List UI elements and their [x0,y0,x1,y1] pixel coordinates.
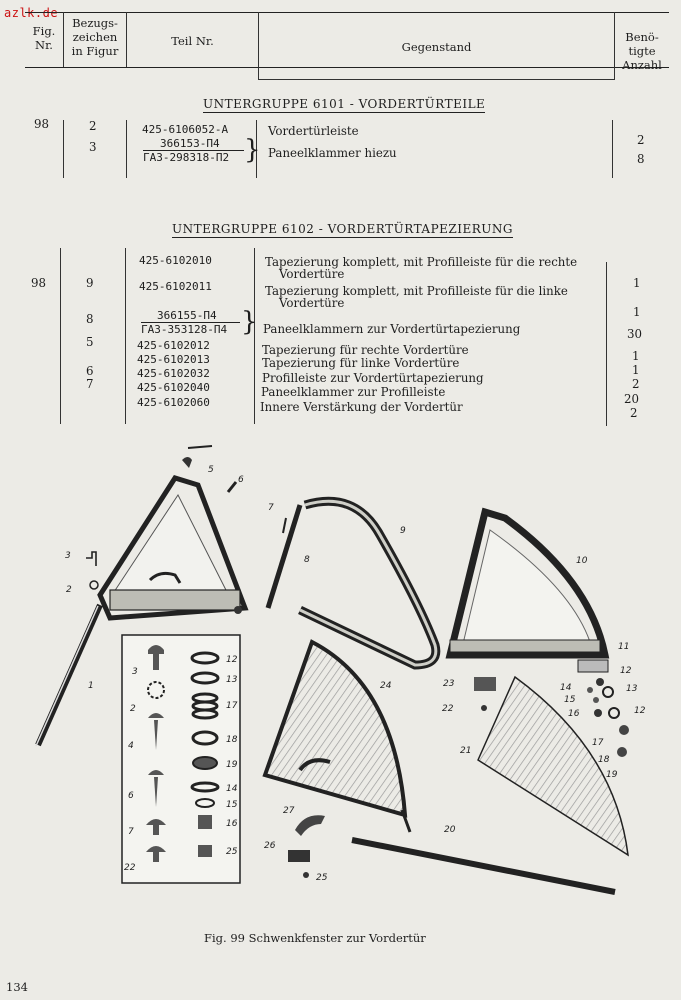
g2-row6-desc1: Profilleiste zur Vordertürtapezierung [262,371,484,385]
callout-7: 7 [268,503,274,513]
g1-row1-part: 425-6106052-A [142,123,229,136]
g2-row8-part: 425-6102060 [137,396,210,409]
callout-26: 26 [264,841,276,851]
callout-15: 15 [564,695,576,705]
callout-18: 18 [598,755,610,765]
part-11 [578,660,608,672]
page-number: 134 [6,980,28,994]
inset-callout-3: 3 [132,667,138,677]
part-18 [609,708,619,718]
inset-callout-18: 18 [226,735,238,745]
part-26 [288,850,310,862]
col-divider [126,120,127,178]
part-10 [450,512,605,655]
g1-row2-part-bottom: ГАЗ-298318-П2 [143,151,230,164]
callout-20: 20 [444,825,456,835]
col-divider [612,120,613,178]
part-14 [587,687,593,693]
callout-22: 22 [442,704,454,714]
inset-callout-6: 6 [128,791,134,801]
col-divider [606,262,607,426]
exploded-diagram [0,430,681,920]
g1-row2-part-top: 366153-П4 [160,137,220,150]
group2-title: UNTERGRUPPE 6102 - VORDERTÜRTAPEZIERUNG [172,222,513,236]
part-20 [352,840,615,892]
g2-row5-part: 425-6102013 [137,353,210,366]
g2-row6-part: 425-6102032 [137,367,210,380]
g2-row1-qty: 1 [633,276,641,290]
callout-8: 8 [304,555,310,565]
g2-row2-part: 425-6102011 [139,280,212,293]
callout-11: 11 [618,642,630,652]
g2-row3-part-bottom: ГАЗ-353128-П4 [141,323,228,336]
header-anzahl: Benö- tigte Anzahl [622,30,662,72]
g1-row2-qty: 8 [637,152,645,166]
col-divider [63,120,64,178]
part-16 [594,709,602,717]
part-23 [474,677,496,691]
g2-row6-ref: 6 [86,364,94,378]
inset-callout-14: 14 [226,784,238,794]
g2-row8-desc1: Innere Verstärkung der Vordertür [260,400,463,414]
g2-row1-desc2: Vordertüre [279,267,345,281]
callout-14: 14 [560,683,572,693]
callout-23: 23 [443,679,455,689]
header-top-rule [25,12,669,13]
figure-caption: Fig. 99 Schwenkfenster zur Vordertür [204,931,426,945]
g2-row6-qty: 2 [632,377,640,391]
part-6 [228,482,236,492]
g2-row2-ref: 9 [86,276,94,290]
brace: } [244,135,261,165]
part-25 [303,872,309,878]
inset-callout-15: 15 [226,800,238,810]
col-divider [125,248,126,424]
callout-5: 5 [208,465,214,475]
g2-row3-ref: 8 [86,312,94,326]
g2-row2-qty: 1 [633,305,641,319]
g1-row2-desc: Paneelklammer hiezu [268,146,397,160]
part-21 [478,677,628,855]
header-sub-rule [258,79,614,80]
part-27 [295,815,325,836]
inset-callout-19: 19 [226,760,238,770]
part-13 [603,687,613,697]
g2-row4-part: 425-6102012 [137,339,210,352]
g2-row5-qty: 1 [632,363,640,377]
callout-16: 16 [568,709,580,719]
g1-row1-desc: Vordertürleiste [268,124,359,138]
header-fig: Fig. Nr. [32,24,56,52]
inset-callout-22: 22 [124,863,136,873]
g2-row3-part-top: 366155-П4 [157,309,217,322]
callout-19: 19 [606,770,618,780]
g2-row8-qty: 2 [630,406,638,420]
brace: } [241,307,258,337]
part-5-pin [188,446,212,448]
callout-3: 3 [65,551,71,561]
part-19 [617,747,627,757]
callout-25: 25 [316,873,328,883]
part-2 [90,581,98,589]
callout-17: 17 [592,738,604,748]
callout-21: 21 [460,746,472,756]
group2-fig: 98 [31,276,47,290]
part-24 [265,642,410,832]
part-8 [268,505,300,608]
callout-1: 1 [88,681,94,691]
part-7 [283,518,286,533]
inset-callout-16: 16 [226,819,238,829]
part-22 [481,705,487,711]
g2-row7-qty: 20 [624,392,640,406]
g2-row2-desc1: Tapezierung komplett, mit Profilleiste für die linke [265,284,568,298]
callout-12b: 12 [634,706,646,716]
header-bezug: Bezugs- zeichen in Figur [71,16,119,58]
g2-row1-desc1: Tapezierung komplett, mit Profilleiste für die rechte [265,255,578,269]
g2-row4-desc1: Tapezierung für rechte Vordertüre [262,343,469,357]
g2-row3-qty: 30 [627,327,643,341]
inset-callout-4: 4 [128,741,134,751]
callout-24: 24 [380,681,392,691]
callout-6: 6 [238,475,244,485]
col-divider [60,248,61,424]
g2-row5-desc1: Tapezierung für linke Vordertüre [262,356,460,370]
part-15 [593,697,599,703]
callout-2: 2 [66,585,72,595]
group1-title: UNTERGRUPPE 6101 - VORDERTÜRTEILE [203,97,486,111]
callout-12: 12 [620,666,632,676]
g2-row7-ref: 7 [86,377,94,391]
callout-9: 9 [400,526,406,536]
header-teil: Teil Nr. [171,34,214,48]
g2-row3-desc1: Paneelklammern zur Vordertürtapezierung [263,322,521,336]
watermark: azlk.de [4,6,59,20]
part-17 [619,725,629,735]
inset-callout-7: 7 [128,827,134,837]
g2-row1-part: 425-6102010 [139,254,212,267]
inset-callout-13: 13 [226,675,238,685]
part-9 [300,501,436,665]
g2-row4-ref: 5 [86,335,94,349]
group1-fig: 98 [34,117,50,131]
callout-13: 13 [626,684,638,694]
g1-row2-ref: 3 [89,140,97,154]
part-5 [182,457,192,468]
inset-callout-25: 25 [226,847,238,857]
inset-callout-17: 17 [226,701,238,711]
part-3 [86,552,96,566]
callout-27: 27 [283,806,295,816]
inset-callout-12: 12 [226,655,238,665]
fastener-inset [122,635,240,883]
g2-row2-desc2: Vordertüre [279,296,345,310]
callout-10: 10 [576,556,588,566]
inset-callout-2: 2 [130,704,136,714]
part-12 [596,678,604,686]
g2-row7-desc1: Paneelklammer zur Profilleiste [261,385,446,399]
header-bottom-rule [25,67,669,68]
header-gegenstand: Gegenstand [401,40,472,54]
g2-row7-part: 425-6102040 [137,381,210,394]
g2-row4-qty: 1 [632,349,640,363]
g1-row1-ref: 2 [89,119,97,133]
g1-row1-qty: 2 [637,133,645,147]
